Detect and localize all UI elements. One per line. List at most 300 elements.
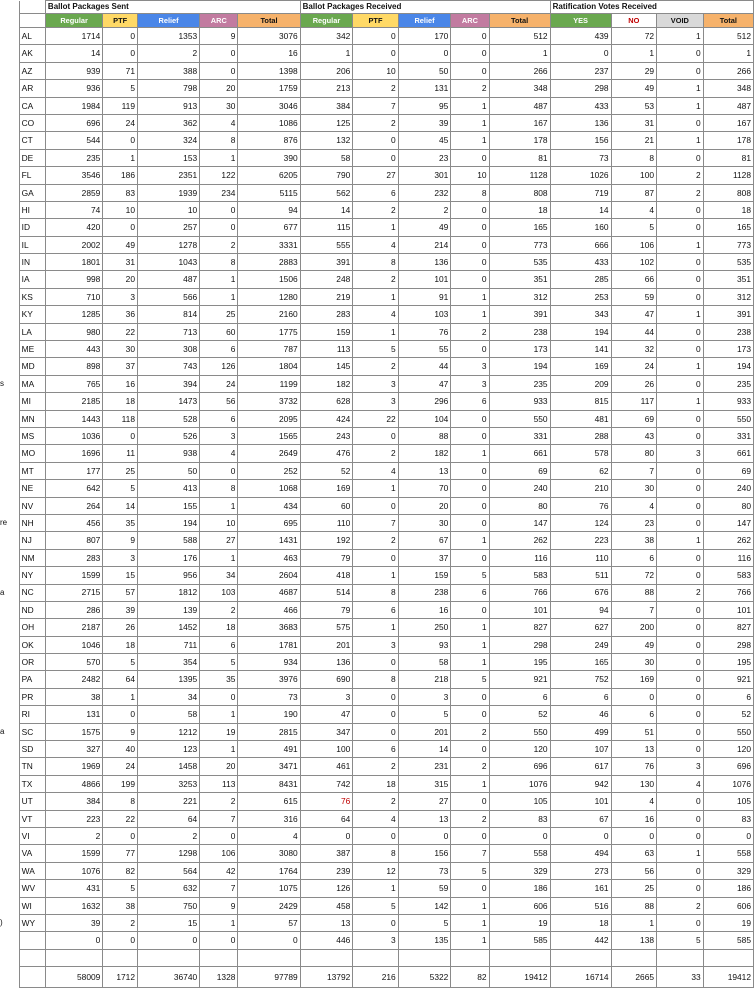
cell: 19 [200,723,238,740]
cell: 67 [398,532,451,549]
cell: 351 [489,271,550,288]
cell: 2095 [238,410,300,427]
side-label [0,358,19,375]
cell: 39 [398,114,451,131]
cell: 123 [137,741,199,758]
cell: 362 [137,114,199,131]
cell: 122 [200,167,238,184]
cell: 933 [703,393,753,410]
cell: 100 [611,167,656,184]
cell: 44 [398,358,451,375]
cell: 790 [300,167,353,184]
cell: 83 [703,810,753,827]
column-header-row [0,14,754,28]
cell: 0 [353,132,398,149]
cell: 101 [398,271,451,288]
cell: 632 [137,880,199,897]
cell: 696 [703,758,753,775]
cell: 391 [300,254,353,271]
side-label [0,62,19,79]
cell: 104 [398,410,451,427]
cell: 145 [300,358,353,375]
table-row [0,410,754,427]
cell: 933 [489,393,550,410]
cell: 814 [137,306,199,323]
totals-row [0,966,754,987]
cell: 2482 [45,671,102,688]
table-row [0,184,754,201]
cell: 115 [300,219,353,236]
cell: 1353 [137,28,199,45]
cell: 252 [238,462,300,479]
cell: 214 [398,236,451,253]
side-label [0,201,19,218]
table-row [0,758,754,775]
cell: 0 [451,514,489,531]
cell: 0 [657,671,704,688]
cell: 34 [200,567,238,584]
side-label [0,28,19,45]
cell: 80 [489,497,550,514]
cell: 807 [45,532,102,549]
cell: 773 [489,236,550,253]
cell: 0 [657,427,704,444]
cell: 173 [703,341,753,358]
cell: 31 [611,114,656,131]
cell: 0 [103,706,138,723]
side-label [0,862,19,879]
cell: 583 [489,567,550,584]
cell: 1575 [45,723,102,740]
cell: 343 [550,306,611,323]
state-code: TX [19,775,45,792]
column-header-3: ARC [200,14,238,28]
cell: 550 [489,723,550,740]
cell: 1632 [45,897,102,914]
cell: 1599 [45,567,102,584]
cell: 0 [103,932,138,949]
cell: 262 [703,532,753,549]
cell: 30 [398,514,451,531]
side-label [0,97,19,114]
cell: 25 [611,880,656,897]
cell: 1 [300,45,353,62]
cell: 126 [300,880,353,897]
cell: 167 [703,114,753,131]
cell: 0 [200,45,238,62]
cell: 47 [398,375,451,392]
cell: 8 [353,845,398,862]
cell: 798 [137,80,199,97]
cell: 876 [238,132,300,149]
cell: 31 [103,254,138,271]
cell: 298 [550,80,611,97]
cell: 1969 [45,758,102,775]
cell: 39 [103,601,138,618]
cell: 1278 [137,236,199,253]
cell: 0 [451,549,489,566]
cell: 0 [657,149,704,166]
cell: 390 [238,149,300,166]
cell: 20 [103,271,138,288]
cell: 2185 [45,393,102,410]
column-header-8: ARC [451,14,489,28]
cell: 0 [451,827,489,844]
state-code: AL [19,28,45,45]
cell: 169 [550,358,611,375]
cell: 273 [550,862,611,879]
cell: 312 [489,288,550,305]
cell: 787 [238,341,300,358]
cell: 101 [703,601,753,618]
cell: 0 [451,410,489,427]
cell: 56 [200,393,238,410]
cell: 16 [103,375,138,392]
table-row [0,706,754,723]
cell: 6 [451,393,489,410]
cell: 101 [550,793,611,810]
cell: 661 [489,445,550,462]
cell: 2 [200,601,238,618]
cell: 3331 [238,236,300,253]
cell: 169 [611,671,656,688]
cell: 433 [550,97,611,114]
cell: 250 [398,619,451,636]
group-sent-header: Ballot Packages Sent [45,1,300,14]
table-row [0,393,754,410]
cell: 73 [550,149,611,166]
cell: 2 [353,80,398,97]
cell: 487 [137,271,199,288]
cell: 481 [550,410,611,427]
cell: 0 [451,601,489,618]
cell: 766 [703,584,753,601]
cell: 216 [353,966,398,987]
cell: 296 [398,393,451,410]
cell: 125 [300,114,353,131]
cell: 30 [200,97,238,114]
cell: 194 [489,358,550,375]
cell: 4 [238,827,300,844]
cell: 0 [657,480,704,497]
cell: 7 [611,462,656,479]
cell: 512 [703,28,753,45]
state-code: ME [19,341,45,358]
cell: 2649 [238,445,300,462]
cell: 53 [611,97,656,114]
cell: 234 [200,184,238,201]
side-label [0,167,19,184]
cell: 606 [489,897,550,914]
cell: 176 [137,549,199,566]
cell: 898 [45,358,102,375]
cell: 71 [103,62,138,79]
cell: 5 [103,654,138,671]
cell: 585 [703,932,753,949]
table-row [0,827,754,844]
column-header-5: Regular [300,14,353,28]
cell: 6 [703,688,753,705]
cell: 773 [703,236,753,253]
cell: 4 [353,462,398,479]
cell: 38 [103,897,138,914]
cell: 1804 [238,358,300,375]
cell: 79 [300,601,353,618]
cell: 3 [103,288,138,305]
cell: 1 [657,358,704,375]
cell: 1984 [45,97,102,114]
cell: 200 [611,619,656,636]
side-label [0,966,19,987]
cell: 170 [398,28,451,45]
cell: 713 [137,323,199,340]
cell: 8 [611,149,656,166]
side-label [0,184,19,201]
cell: 1 [200,149,238,166]
cell: 102 [611,254,656,271]
cell: 1 [353,288,398,305]
cell: 0 [103,427,138,444]
cell: 10 [451,167,489,184]
cell: 2 [103,914,138,931]
cell: 13 [398,462,451,479]
cell: 0 [451,706,489,723]
side-label [0,654,19,671]
cell: 1026 [550,167,611,184]
cell: 1036 [45,427,102,444]
column-header-1: PTF [103,14,138,28]
cell: 456 [45,514,102,531]
table-row [0,584,754,601]
cell: 1 [451,97,489,114]
cell: 6 [550,688,611,705]
cell: 178 [703,132,753,149]
cell: 6 [451,584,489,601]
cell: 235 [703,375,753,392]
cell: 3976 [238,671,300,688]
cell: 1712 [103,966,138,987]
side-label [0,45,19,62]
cell: 27 [200,532,238,549]
cell: 94 [238,201,300,218]
table-row [0,219,754,236]
cell: 2 [657,897,704,914]
table-row [0,306,754,323]
cell: 1 [353,567,398,584]
cell: 3471 [238,758,300,775]
side-label [0,706,19,723]
cell: 2 [451,723,489,740]
cell: 116 [703,549,753,566]
cell: 913 [137,97,199,114]
cell: 391 [489,306,550,323]
cell: 1 [657,845,704,862]
cell: 160 [550,219,611,236]
cell: 1 [451,654,489,671]
side-label [0,341,19,358]
cell: 0 [103,219,138,236]
cell: 52 [703,706,753,723]
cell: 550 [489,410,550,427]
cell: 0 [657,45,704,62]
state-code: WA [19,862,45,879]
cell: 231 [398,758,451,775]
cell: 73 [398,862,451,879]
cell: 1473 [137,393,199,410]
cell: 1764 [238,862,300,879]
state-code: NC [19,584,45,601]
cell: 439 [550,28,611,45]
cell: 433 [550,254,611,271]
cell: 1 [353,619,398,636]
cell: 9 [103,723,138,740]
cell: 0 [451,462,489,479]
table-row [0,793,754,810]
state-code: AZ [19,62,45,79]
cell: 0 [353,149,398,166]
cell: 10 [103,201,138,218]
cell: 87 [611,184,656,201]
cell: 93 [398,636,451,653]
cell: 575 [300,619,353,636]
cell: 0 [398,827,451,844]
cell: 0 [657,219,704,236]
cell: 2429 [238,897,300,914]
state-code: CT [19,132,45,149]
cell: 13 [398,810,451,827]
cell: 558 [703,845,753,862]
cell: 116 [489,549,550,566]
cell: 76 [611,758,656,775]
cell: 147 [489,514,550,531]
cell: 666 [550,236,611,253]
cell: 80 [611,445,656,462]
cell: 16714 [550,966,611,987]
side-label [0,149,19,166]
cell: 136 [550,114,611,131]
cell: 156 [398,845,451,862]
cell: 5 [657,932,704,949]
cell: 696 [489,758,550,775]
cell: 0 [300,827,353,844]
cell: 142 [398,897,451,914]
cell: 1506 [238,271,300,288]
cell: 2 [353,114,398,131]
cell: 6 [353,601,398,618]
cell: 33 [657,966,704,987]
cell: 0 [451,480,489,497]
side-label [0,306,19,323]
cell: 209 [550,375,611,392]
side-label: ) [0,914,19,931]
cell: 446 [300,932,353,949]
cell: 52 [489,706,550,723]
cell: 13 [611,741,656,758]
state-code: VA [19,845,45,862]
side-label: s [0,375,19,392]
cell: 194 [703,358,753,375]
cell: 20 [200,758,238,775]
cell: 11 [103,445,138,462]
cell: 24 [611,358,656,375]
column-header-12: VOID [657,14,704,28]
cell: 194 [137,514,199,531]
cell: 564 [137,862,199,879]
cell: 240 [703,480,753,497]
cell: 2 [451,80,489,97]
side-label [0,393,19,410]
cell: 5 [103,880,138,897]
cell: 76 [550,497,611,514]
cell: 2 [353,793,398,810]
cell: 342 [300,28,353,45]
cell: 1 [200,706,238,723]
cell: 642 [45,480,102,497]
cell: 5 [353,341,398,358]
cell: 3 [103,549,138,566]
table-row [0,845,754,862]
cell: 70 [398,480,451,497]
cell: 238 [398,584,451,601]
cell: 0 [200,932,238,949]
cell: 1212 [137,723,199,740]
cell: 2187 [45,619,102,636]
cell: 25 [103,462,138,479]
cell: 1 [451,306,489,323]
cell: 1 [657,80,704,97]
cell: 1 [451,288,489,305]
cell: 30 [611,654,656,671]
cell: 113 [200,775,238,792]
cell: 186 [103,167,138,184]
cell: 2 [657,184,704,201]
state-code: PR [19,688,45,705]
cell: 13 [300,914,353,931]
cell: 1 [657,28,704,45]
cell: 1775 [238,323,300,340]
cell: 0 [657,497,704,514]
cell: 0 [103,45,138,62]
table-row [0,271,754,288]
cell: 26 [103,619,138,636]
table-row [0,480,754,497]
cell: 4 [611,497,656,514]
cell: 1 [451,132,489,149]
cell: 2002 [45,236,102,253]
table-row [0,880,754,897]
state-code: MA [19,375,45,392]
cell: 0 [611,827,656,844]
cell: 418 [300,567,353,584]
cell: 136 [398,254,451,271]
side-label [0,549,19,566]
cell: 942 [550,775,611,792]
cell: 301 [398,167,451,184]
cell: 6 [353,741,398,758]
cell: 0 [611,688,656,705]
cell: 58 [300,149,353,166]
cell: 5115 [238,184,300,201]
cell: 19 [703,914,753,931]
cell: 329 [703,862,753,879]
cell: 696 [45,114,102,131]
cell: 1076 [489,775,550,792]
cell: 19 [489,914,550,931]
cell: 588 [137,532,199,549]
state-code: WI [19,897,45,914]
cell: 35 [103,514,138,531]
cell: 237 [550,62,611,79]
